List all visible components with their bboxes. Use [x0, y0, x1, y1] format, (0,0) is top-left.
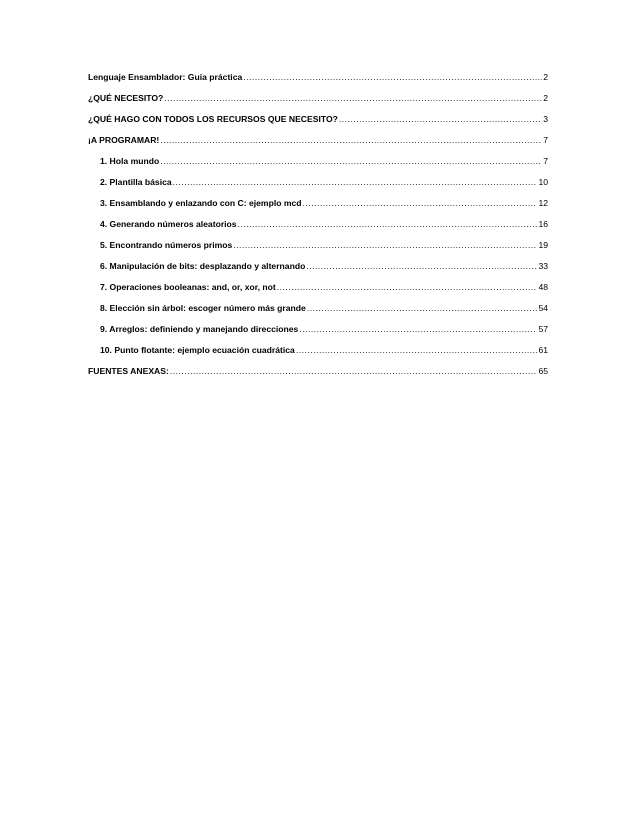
toc-entry-page: 10	[538, 177, 548, 187]
toc-entry-page: 19	[538, 240, 548, 250]
toc-entry-numeros-aleatorios[interactable]	[88, 219, 548, 240]
toc-entry-punto-flotante[interactable]	[88, 345, 548, 366]
toc-leader-dots	[160, 156, 542, 166]
toc-entry-title: 9. Arreglos: definiendo y manejando direcciones	[100, 324, 299, 334]
toc-entry-hola-mundo[interactable]	[88, 156, 548, 177]
toc-entry-a-programar[interactable]	[88, 135, 548, 156]
toc-entry-title: 10. Punto flotante: ejemplo ecuación cuadrática	[100, 345, 295, 355]
toc-leader-dots	[233, 240, 537, 250]
toc-entry-operaciones-booleanas[interactable]	[88, 282, 548, 303]
toc-entry-page: 33	[538, 261, 548, 271]
toc-entry-title: 3. Ensamblando y enlazando con C: ejemplo mcd	[100, 198, 302, 208]
toc-leader-dots	[238, 219, 538, 229]
toc-entry-page: 2	[543, 72, 548, 82]
toc-entry-title: 2. Plantilla básica	[100, 177, 172, 187]
toc-entry-page: 3	[543, 114, 548, 124]
toc-entry-arreglos[interactable]	[88, 324, 548, 345]
toc-entry-page: 7	[543, 156, 548, 166]
toc-entry-title: ¡A PROGRAMAR!	[88, 135, 160, 145]
toc-entry-page: 65	[538, 366, 548, 376]
toc-leader-dots	[277, 282, 538, 292]
toc-entry-page: 48	[538, 282, 548, 292]
toc-entry-page: 54	[538, 303, 548, 313]
toc-entry-ensamblando-enlazando[interactable]	[88, 198, 548, 219]
toc-leader-dots	[170, 366, 538, 376]
toc-entry-title: FUENTES ANEXAS:	[88, 366, 169, 376]
toc-entry-page: 61	[538, 345, 548, 355]
toc-entry-title: ¿QUÉ HAGO CON TODOS LOS RECURSOS QUE NECESITO?	[88, 114, 338, 124]
toc-entry-title: 4. Generando números aleatorios	[100, 219, 237, 229]
toc-entry-guia-practica[interactable]	[88, 72, 548, 93]
toc-entry-title: 5. Encontrando números primos	[100, 240, 233, 250]
toc-entry-title: ¿QUÉ NECESITO?	[88, 93, 164, 103]
toc-entry-que-necesito[interactable]	[88, 93, 548, 114]
toc-entry-page: 16	[538, 219, 548, 229]
toc-leader-dots	[339, 114, 542, 124]
toc-leader-dots	[296, 345, 538, 355]
toc-leader-dots	[306, 261, 537, 271]
toc-entry-page: 7	[543, 135, 548, 145]
toc-entry-page: 12	[538, 198, 548, 208]
toc-leader-dots	[299, 324, 537, 334]
toc-entry-fuentes-anexas[interactable]	[88, 366, 548, 387]
toc-entry-title: 6. Manipulación de bits: desplazando y alternando	[100, 261, 306, 271]
toc-entry-page: 57	[538, 324, 548, 334]
toc-entry-page: 2	[543, 93, 548, 103]
toc-entry-title: Lenguaje Ensamblador: Guia práctica	[88, 72, 243, 82]
toc-leader-dots	[243, 72, 542, 82]
table-of-contents	[88, 72, 548, 387]
toc-entry-title: 8. Elección sin árbol: escoger número más grande	[100, 303, 306, 313]
toc-leader-dots	[173, 177, 538, 187]
toc-entry-title: 1. Hola mundo	[100, 156, 160, 166]
toc-leader-dots	[307, 303, 538, 313]
toc-leader-dots	[303, 198, 538, 208]
toc-leader-dots	[160, 135, 542, 145]
toc-leader-dots	[164, 93, 542, 103]
toc-entry-manipulacion-bits[interactable]	[88, 261, 548, 282]
toc-entry-title: 7. Operaciones booleanas: and, or, xor, not	[100, 282, 276, 292]
toc-entry-que-hago[interactable]	[88, 114, 548, 135]
toc-entry-eleccion-sin-arbol[interactable]	[88, 303, 548, 324]
toc-entry-numeros-primos[interactable]	[88, 240, 548, 261]
toc-entry-plantilla-basica[interactable]	[88, 177, 548, 198]
